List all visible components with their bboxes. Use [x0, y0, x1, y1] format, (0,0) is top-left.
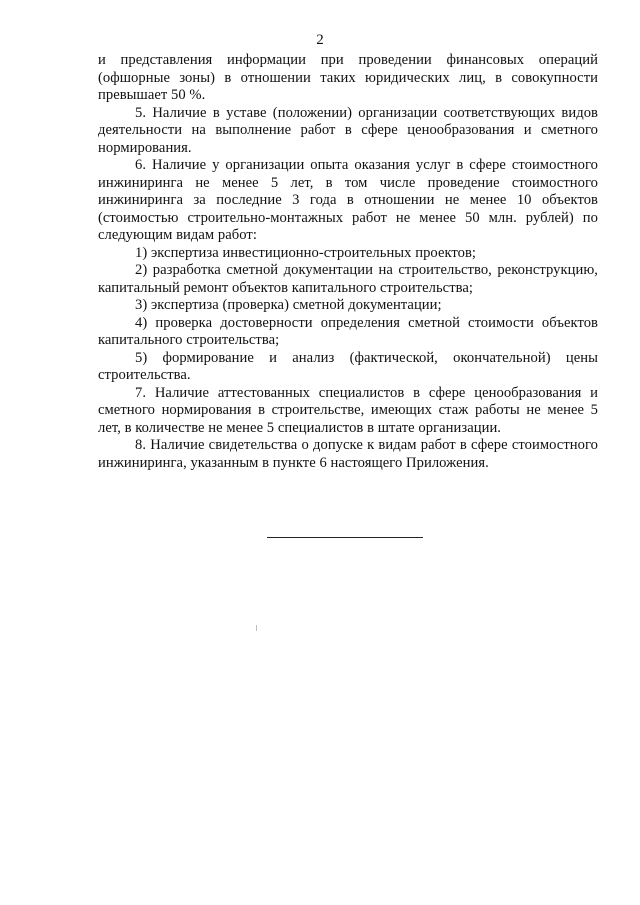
list-item-3: 3) экспертиза (проверка) сметной документации; [135, 297, 442, 313]
closing-rule-divider [267, 537, 423, 538]
paragraph-item-8: 8. Наличие свидетельства о допуске к видам работ в сфере стоимостного инжиниринга, указанным в пункте 6 настоящего Приложения. [98, 437, 598, 471]
paragraph-item-5: 5. Наличие в уставе (положении) организации соответствующих видов деятельности на выполнение работ в сфере ценообразования и сметного нормирования. [98, 104, 598, 156]
list-item-5: 5) формирование и анализ (фактической, окончательной) цены строительства. [98, 349, 598, 383]
paragraph-item-6: 6. Наличие у организации опыта оказания услуг в сфере стоимостного инжиниринга не менее 5 лет, в том числе проведение стоимостного инжиниринга за последние 3 года в отношении не менее 10 объектов (стоимостью строительно-монтажных работ не менее 50 млн. рублей) по следующим видам работ: [98, 157, 598, 243]
paragraph-item-7: 7. Наличие аттестованных специалистов в сфере ценообразования и сметного нормирования в строительстве, имеющих стаж работы не менее 5 лет, в количестве не менее 5 специалистов в штате организации. [98, 384, 598, 436]
list-item-1: 1) экспертиза инвестиционно-строительных проектов; [135, 244, 477, 261]
scan-artifact [256, 625, 257, 631]
paragraph-continuation: и представления информации при проведении финансовых операций (офшорные зоны) в отношении таких юридических лиц, в совокупности превышает 50 %. [98, 52, 598, 103]
document-body [98, 52, 598, 472]
page-number: 2 [316, 32, 324, 48]
list-item-2: 2) разработка сметной документации на строительство, реконструкцию, капитальный ремонт объектов капитального строительства; [98, 262, 598, 296]
list-item-4: 4) проверка достоверности определения сметной стоимости объектов капитального строительства; [98, 314, 598, 348]
